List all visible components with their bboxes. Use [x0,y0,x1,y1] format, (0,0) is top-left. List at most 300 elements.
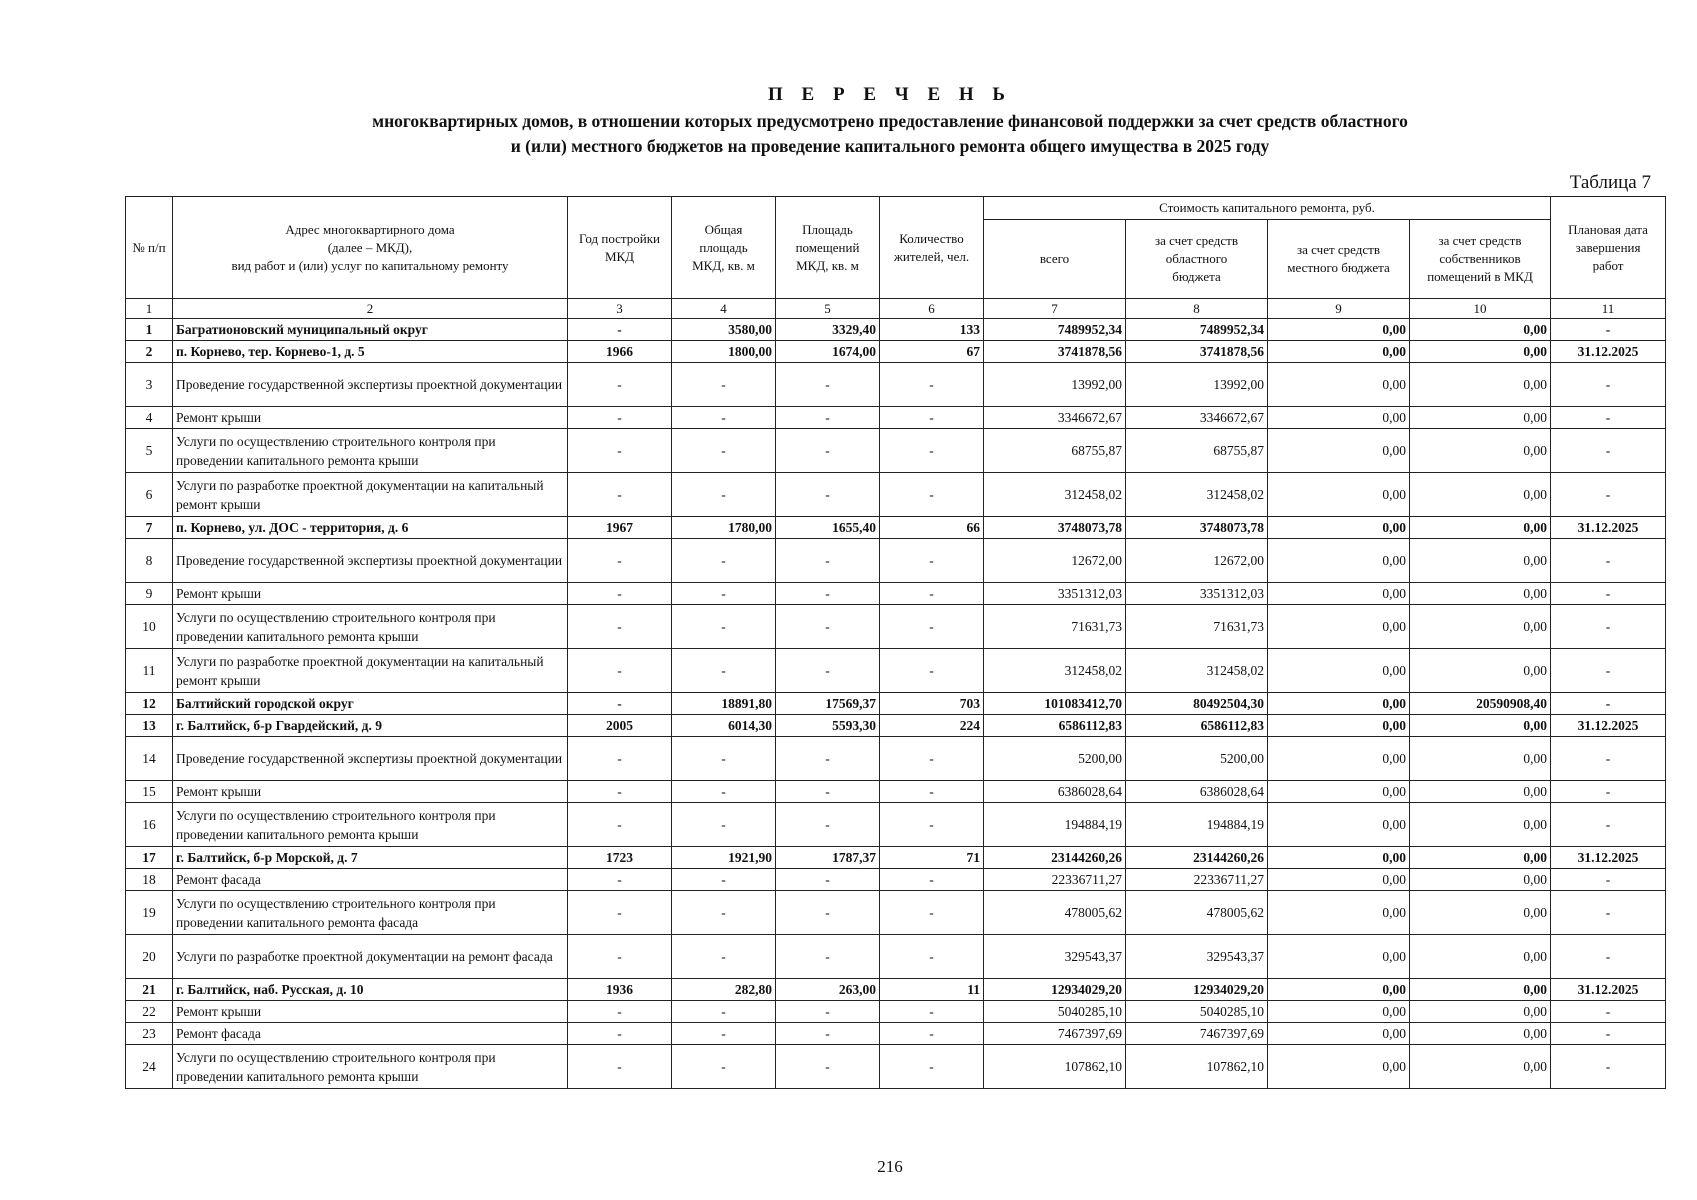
row-planned-date: - [1551,539,1666,583]
row-address: Услуги по осуществлению строительного контроля при проведении капитального ремонта фасада [173,891,568,935]
row-address: г. Балтийск, б-р Морской, д. 7 [173,847,568,869]
row-cost-regional: 3351312,03 [1126,583,1268,605]
row-year: 1966 [568,341,672,363]
row-total-area: - [672,869,776,891]
row-number: 12 [126,693,173,715]
row-number: 3 [126,363,173,407]
row-planned-date: - [1551,473,1666,517]
row-cost-regional: 6386028,64 [1126,781,1268,803]
row-premises-area: - [776,583,880,605]
table-row [126,649,1666,693]
row-cost-total: 12672,00 [984,539,1126,583]
row-planned-date: - [1551,737,1666,781]
row-premises-area: - [776,605,880,649]
row-residents: - [880,583,984,605]
row-address: Ремонт фасада [173,1023,568,1045]
row-cost-local: 0,00 [1268,583,1410,605]
row-total-area: 1800,00 [672,341,776,363]
row-cost-local: 0,00 [1268,737,1410,781]
row-premises-area: - [776,429,880,473]
row-year: 2005 [568,715,672,737]
row-total-area: - [672,1001,776,1023]
row-number: 4 [126,407,173,429]
row-cost-regional: 7489952,34 [1126,319,1268,341]
row-planned-date: 31.12.2025 [1551,979,1666,1001]
row-year: - [568,473,672,517]
row-total-area: - [672,473,776,517]
row-cost-local: 0,00 [1268,891,1410,935]
row-premises-area: - [776,803,880,847]
header-year: Год постройки МКД [568,197,672,299]
row-residents: - [880,891,984,935]
row-address: Проведение государственной экспертизы проектной документации [173,539,568,583]
row-residents: - [880,803,984,847]
row-planned-date: - [1551,935,1666,979]
row-cost-total: 3351312,03 [984,583,1126,605]
row-premises-area: 1674,00 [776,341,880,363]
row-premises-area: - [776,473,880,517]
row-cost-owners: 0,00 [1410,341,1551,363]
row-number: 16 [126,803,173,847]
table-row [126,847,1666,869]
row-premises-area: 1787,37 [776,847,880,869]
row-total-area: - [672,605,776,649]
table-row [126,1045,1666,1089]
document-subtitle [0,109,1697,159]
row-address: г. Балтийск, наб. Русская, д. 10 [173,979,568,1001]
table-row [126,341,1666,363]
row-number: 17 [126,847,173,869]
row-residents: - [880,363,984,407]
row-residents: - [880,869,984,891]
row-year: - [568,1023,672,1045]
header-cost-local: за счет средств местного бюджета [1268,220,1410,299]
row-residents: 703 [880,693,984,715]
row-cost-owners: 0,00 [1410,319,1551,341]
row-cost-total: 7489952,34 [984,319,1126,341]
row-number: 9 [126,583,173,605]
row-premises-area: 1655,40 [776,517,880,539]
row-total-area: 6014,30 [672,715,776,737]
row-cost-total: 194884,19 [984,803,1126,847]
row-address: Услуги по разработке проектной документации на капитальный ремонт крыши [173,649,568,693]
row-cost-total: 6386028,64 [984,781,1126,803]
row-cost-owners: 0,00 [1410,1001,1551,1023]
row-cost-local: 0,00 [1268,869,1410,891]
row-total-area: 18891,80 [672,693,776,715]
row-number: 14 [126,737,173,781]
row-residents: 133 [880,319,984,341]
table-row [126,715,1666,737]
row-premises-area: - [776,935,880,979]
row-premises-area: - [776,1023,880,1045]
row-address: Услуги по осуществлению строительного контроля при проведении капитального ремонта крыши [173,1045,568,1089]
row-planned-date: - [1551,891,1666,935]
row-premises-area: - [776,539,880,583]
row-cost-regional: 80492504,30 [1126,693,1268,715]
row-year: - [568,539,672,583]
row-total-area: - [672,649,776,693]
row-cost-regional: 5200,00 [1126,737,1268,781]
table-row [126,891,1666,935]
row-cost-regional: 107862,10 [1126,1045,1268,1089]
row-planned-date: - [1551,319,1666,341]
row-total-area: - [672,781,776,803]
row-address: Услуги по осуществлению строительного контроля при проведении капитального ремонта крыши [173,429,568,473]
row-total-area: - [672,737,776,781]
row-year: - [568,407,672,429]
table-row [126,429,1666,473]
header-planned-date: Плановая дата завершения работ [1551,197,1666,299]
row-year: - [568,605,672,649]
row-cost-local: 0,00 [1268,1045,1410,1089]
row-cost-regional: 12934029,20 [1126,979,1268,1001]
row-year: - [568,781,672,803]
row-cost-regional: 6586112,83 [1126,715,1268,737]
row-cost-regional: 329543,37 [1126,935,1268,979]
row-year: - [568,891,672,935]
row-cost-total: 23144260,26 [984,847,1126,869]
row-premises-area: - [776,781,880,803]
row-residents: 224 [880,715,984,737]
row-cost-total: 478005,62 [984,891,1126,935]
row-cost-total: 13992,00 [984,363,1126,407]
row-number: 21 [126,979,173,1001]
table-header [126,197,1666,319]
row-residents: - [880,737,984,781]
row-number: 6 [126,473,173,517]
column-number-row [126,299,1666,319]
row-number: 15 [126,781,173,803]
row-premises-area: - [776,891,880,935]
row-cost-local: 0,00 [1268,693,1410,715]
row-planned-date: - [1551,1045,1666,1089]
row-cost-owners: 20590908,40 [1410,693,1551,715]
row-cost-owners: 0,00 [1410,583,1551,605]
row-premises-area: - [776,649,880,693]
row-address: Багратионовский муниципальный округ [173,319,568,341]
row-cost-total: 101083412,70 [984,693,1126,715]
table-row [126,539,1666,583]
row-residents: 67 [880,341,984,363]
row-address: Услуги по осуществлению строительного контроля при проведении капитального ремонта крыши [173,803,568,847]
row-cost-owners: 0,00 [1410,737,1551,781]
column-number: 6 [880,299,984,319]
row-address: Ремонт крыши [173,583,568,605]
row-residents: - [880,473,984,517]
table-row [126,781,1666,803]
row-address: Услуги по разработке проектной документации на ремонт фасада [173,935,568,979]
row-cost-local: 0,00 [1268,407,1410,429]
row-cost-owners: 0,00 [1410,803,1551,847]
table-row [126,517,1666,539]
row-number: 8 [126,539,173,583]
row-cost-local: 0,00 [1268,473,1410,517]
row-residents: 71 [880,847,984,869]
row-cost-owners: 0,00 [1410,473,1551,517]
row-premises-area: 263,00 [776,979,880,1001]
row-cost-local: 0,00 [1268,605,1410,649]
row-number: 1 [126,319,173,341]
row-cost-owners: 0,00 [1410,429,1551,473]
row-planned-date: - [1551,407,1666,429]
column-number: 10 [1410,299,1551,319]
row-cost-total: 68755,87 [984,429,1126,473]
row-cost-regional: 22336711,27 [1126,869,1268,891]
row-address: Проведение государственной экспертизы проектной документации [173,363,568,407]
header-cost-total: всего [984,220,1126,299]
row-cost-local: 0,00 [1268,429,1410,473]
row-total-area: - [672,407,776,429]
row-number: 7 [126,517,173,539]
row-premises-area: 17569,37 [776,693,880,715]
row-planned-date: 31.12.2025 [1551,847,1666,869]
row-cost-owners: 0,00 [1410,649,1551,693]
row-cost-local: 0,00 [1268,781,1410,803]
row-cost-owners: 0,00 [1410,539,1551,583]
title-block [0,84,1697,159]
row-cost-owners: 0,00 [1410,605,1551,649]
row-cost-regional: 312458,02 [1126,649,1268,693]
row-planned-date: - [1551,363,1666,407]
row-number: 24 [126,1045,173,1089]
row-cost-total: 329543,37 [984,935,1126,979]
row-number: 10 [126,605,173,649]
row-planned-date: - [1551,649,1666,693]
row-cost-local: 0,00 [1268,341,1410,363]
row-cost-local: 0,00 [1268,319,1410,341]
row-planned-date: - [1551,803,1666,847]
row-cost-regional: 3346672,67 [1126,407,1268,429]
row-address: Ремонт фасада [173,869,568,891]
row-cost-total: 312458,02 [984,649,1126,693]
row-premises-area: - [776,737,880,781]
header-premises-area: Площадь помещений МКД, кв. м [776,197,880,299]
row-total-area: - [672,1045,776,1089]
table-row [126,363,1666,407]
row-number: 22 [126,1001,173,1023]
row-total-area: 282,80 [672,979,776,1001]
row-cost-total: 3741878,56 [984,341,1126,363]
row-cost-local: 0,00 [1268,363,1410,407]
row-residents: - [880,429,984,473]
table-body [126,319,1666,1089]
row-planned-date: - [1551,781,1666,803]
header-cost-regional: за счет средств областного бюджета [1126,220,1268,299]
row-premises-area: - [776,1001,880,1023]
row-year: - [568,693,672,715]
row-total-area: - [672,583,776,605]
row-cost-total: 6586112,83 [984,715,1126,737]
row-number: 2 [126,341,173,363]
header-address: Адрес многоквартирного дома (далее – МКД), вид работ и (или) услуг по капитальному ремонту [173,197,568,299]
row-address: Ремонт крыши [173,1001,568,1023]
row-address: п. Корнево, ул. ДОС - территория, д. 6 [173,517,568,539]
row-premises-area: 3329,40 [776,319,880,341]
row-year: 1723 [568,847,672,869]
row-address: г. Балтийск, б-р Гвардейский, д. 9 [173,715,568,737]
row-year: - [568,429,672,473]
row-cost-total: 12934029,20 [984,979,1126,1001]
row-premises-area: - [776,1045,880,1089]
row-cost-local: 0,00 [1268,803,1410,847]
row-residents: - [880,605,984,649]
row-cost-local: 0,00 [1268,1023,1410,1045]
row-residents: - [880,1023,984,1045]
row-address: п. Корнево, тер. Корнево-1, д. 5 [173,341,568,363]
row-year: 1936 [568,979,672,1001]
column-number: 8 [1126,299,1268,319]
row-planned-date: - [1551,869,1666,891]
column-number: 2 [173,299,568,319]
row-number: 13 [126,715,173,737]
row-cost-regional: 68755,87 [1126,429,1268,473]
column-number: 1 [126,299,173,319]
row-address: Услуги по разработке проектной документации на капитальный ремонт крыши [173,473,568,517]
row-cost-owners: 0,00 [1410,517,1551,539]
subtitle-line-1: многоквартирных домов, в отношении которых предусмотрено предоставление финансовой поддержки за счет средств областного [372,111,1408,131]
row-residents: - [880,935,984,979]
row-address: Балтийский городской округ [173,693,568,715]
row-residents: - [880,649,984,693]
subtitle-line-2: и (или) местного бюджетов на проведение капитального ремонта общего имущества в 2025 году [510,136,1270,156]
row-cost-local: 0,00 [1268,649,1410,693]
row-residents: - [880,781,984,803]
table-row [126,319,1666,341]
row-year: - [568,583,672,605]
page-number: 216 [877,1157,903,1176]
row-total-area: - [672,935,776,979]
table-row [126,407,1666,429]
row-cost-local: 0,00 [1268,715,1410,737]
row-number: 20 [126,935,173,979]
table-row [126,869,1666,891]
row-cost-total: 3346672,67 [984,407,1126,429]
row-total-area: - [672,803,776,847]
header-residents: Количество жителей, чел. [880,197,984,299]
row-residents: - [880,407,984,429]
row-cost-local: 0,00 [1268,935,1410,979]
row-cost-local: 0,00 [1268,517,1410,539]
row-cost-owners: 0,00 [1410,781,1551,803]
row-year: - [568,737,672,781]
capital-repair-table [125,196,1666,1089]
row-cost-regional: 12672,00 [1126,539,1268,583]
row-cost-regional: 5040285,10 [1126,1001,1268,1023]
row-total-area: 1780,00 [672,517,776,539]
row-premises-area: - [776,869,880,891]
row-total-area: - [672,363,776,407]
row-cost-regional: 23144260,26 [1126,847,1268,869]
row-number: 11 [126,649,173,693]
row-planned-date: 31.12.2025 [1551,715,1666,737]
table-row [126,1023,1666,1045]
row-cost-total: 5200,00 [984,737,1126,781]
column-number: 3 [568,299,672,319]
row-total-area: - [672,891,776,935]
header-num: № п/п [126,197,173,299]
table-row [126,1001,1666,1023]
row-year: - [568,1045,672,1089]
row-residents: 66 [880,517,984,539]
row-cost-regional: 312458,02 [1126,473,1268,517]
row-residents: 11 [880,979,984,1001]
row-year: 1967 [568,517,672,539]
row-cost-owners: 0,00 [1410,363,1551,407]
row-cost-regional: 13992,00 [1126,363,1268,407]
row-cost-owners: 0,00 [1410,1023,1551,1045]
row-cost-owners: 0,00 [1410,407,1551,429]
row-planned-date: - [1551,1023,1666,1045]
table-row [126,935,1666,979]
header-cost-owners: за счет средств собственников помещений в МКД [1410,220,1551,299]
column-number: 11 [1551,299,1666,319]
row-cost-local: 0,00 [1268,1001,1410,1023]
row-total-area: - [672,429,776,473]
table-row [126,605,1666,649]
row-planned-date: - [1551,605,1666,649]
table-row [126,737,1666,781]
row-cost-regional: 71631,73 [1126,605,1268,649]
row-premises-area: 5593,30 [776,715,880,737]
row-cost-owners: 0,00 [1410,1045,1551,1089]
row-residents: - [880,1045,984,1089]
row-planned-date: - [1551,693,1666,715]
row-address: Ремонт крыши [173,781,568,803]
row-year: - [568,1001,672,1023]
column-number: 7 [984,299,1126,319]
row-cost-total: 312458,02 [984,473,1126,517]
row-cost-owners: 0,00 [1410,891,1551,935]
row-planned-date: - [1551,429,1666,473]
row-cost-owners: 0,00 [1410,979,1551,1001]
row-cost-total: 5040285,10 [984,1001,1126,1023]
table-label: Таблица 7 [1569,172,1651,193]
row-residents: - [880,1001,984,1023]
row-planned-date: 31.12.2025 [1551,341,1666,363]
row-cost-total: 3748073,78 [984,517,1126,539]
row-planned-date: 31.12.2025 [1551,517,1666,539]
column-number: 9 [1268,299,1410,319]
row-address: Проведение государственной экспертизы проектной документации [173,737,568,781]
row-number: 19 [126,891,173,935]
row-cost-total: 7467397,69 [984,1023,1126,1045]
table-row [126,473,1666,517]
row-cost-regional: 3748073,78 [1126,517,1268,539]
row-cost-owners: 0,00 [1410,935,1551,979]
table-row [126,693,1666,715]
row-premises-area: - [776,363,880,407]
header-cost-group: Стоимость капитального ремонта, руб. [984,197,1551,220]
row-cost-total: 22336711,27 [984,869,1126,891]
row-cost-local: 0,00 [1268,979,1410,1001]
row-planned-date: - [1551,1001,1666,1023]
row-number: 18 [126,869,173,891]
header-total-area: Общая площадь МКД, кв. м [672,197,776,299]
row-number: 23 [126,1023,173,1045]
row-cost-regional: 3741878,56 [1126,341,1268,363]
table-row [126,979,1666,1001]
column-number: 4 [672,299,776,319]
row-year: - [568,803,672,847]
row-address: Услуги по осуществлению строительного контроля при проведении капитального ремонта крыши [173,605,568,649]
row-total-area: 3580,00 [672,319,776,341]
row-cost-regional: 7467397,69 [1126,1023,1268,1045]
row-year: - [568,869,672,891]
row-cost-owners: 0,00 [1410,847,1551,869]
row-total-area: 1921,90 [672,847,776,869]
row-cost-total: 107862,10 [984,1045,1126,1089]
